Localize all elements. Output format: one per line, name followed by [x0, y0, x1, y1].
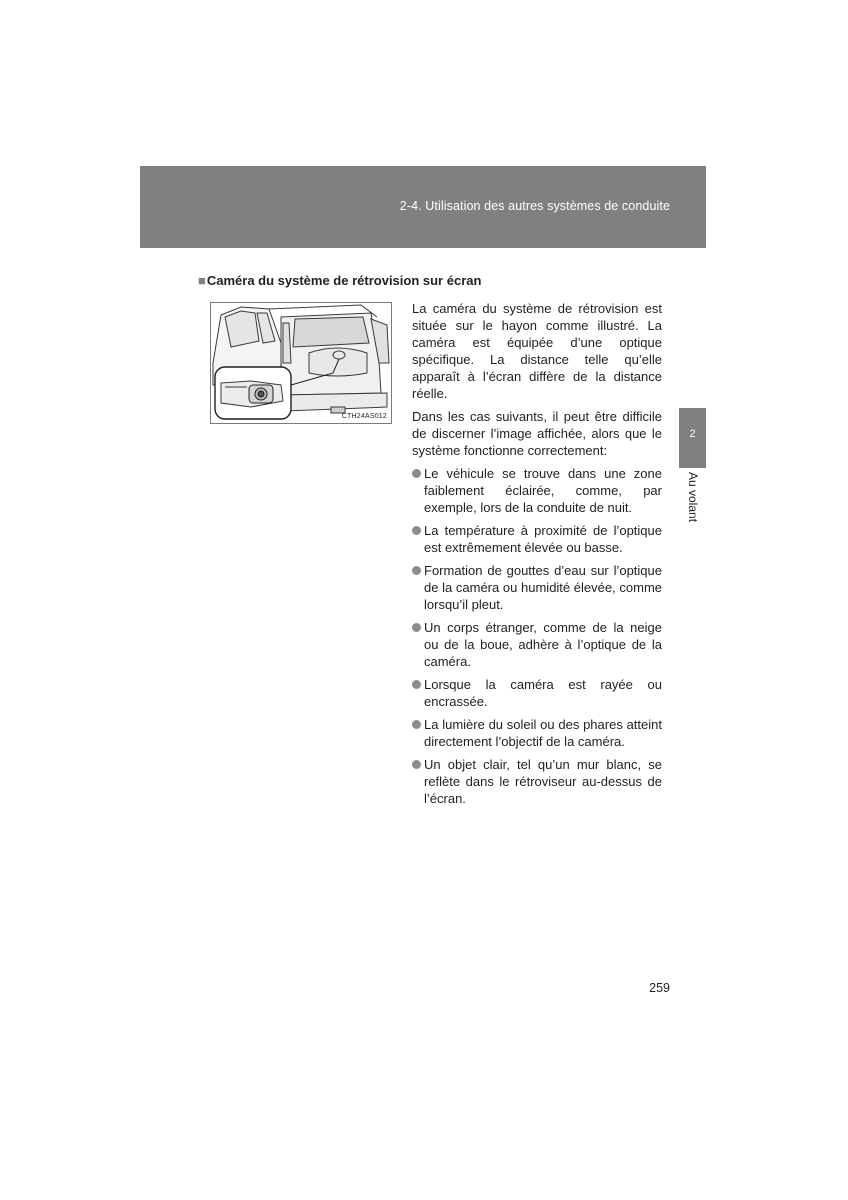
page-number: 259 [649, 981, 670, 995]
conditions-paragraph: Dans les cas suivants, il peut être difficile de discerner l’image affichée, alors que le système fonctionne correctement: [412, 409, 662, 458]
chapter-number: 2 [689, 428, 696, 440]
list-item: Lorsque la caméra est rayée ou encrassée. [412, 676, 662, 710]
chapter-side-label: Au volant [686, 472, 700, 523]
circle-bullet-icon [412, 680, 421, 689]
list-item: Le véhicule se trouve dans une zone faiblement éclairée, comme, par exemple, lors de la conduite de nuit. [412, 465, 662, 516]
square-bullet-icon: ■ [198, 273, 206, 288]
circle-bullet-icon [412, 469, 421, 478]
list-item: Un corps étranger, comme de la neige ou de la boue, adhère à l’optique de la caméra. [412, 619, 662, 670]
list-item: La température à proximité de l’optique est extrêmement élevée ou basse. [412, 522, 662, 556]
list-item: La lumière du soleil ou des phares atteint directement l’objectif de la caméra. [412, 716, 662, 750]
body-text-column [412, 300, 662, 813]
chapter-header-bar [140, 166, 706, 248]
figure-code: CTH24AS012 [341, 413, 387, 420]
circle-bullet-icon [412, 760, 421, 769]
circle-bullet-icon [412, 623, 421, 632]
section-heading-text: Caméra du système de rétrovision sur écran [206, 273, 482, 288]
list-item: Formation de gouttes d’eau sur l’optique de la caméra ou humidité élevée, comme lorsqu’il pleut. [412, 562, 662, 613]
conditions-list [412, 465, 662, 807]
vehicle-rear-drawing [211, 303, 392, 424]
chapter-title: 2-4. Utilisation des autres systèmes de conduite [399, 199, 670, 213]
section-heading [198, 273, 481, 288]
circle-bullet-icon [412, 566, 421, 575]
intro-paragraph: La caméra du système de rétrovision est située sur le hayon comme illustré. La caméra est équipée d’une optique spécifique. La distance telle qu’elle apparaît à l’écran diffère de la distance réelle. [412, 301, 662, 401]
chapter-tab [679, 408, 706, 468]
list-item: Un objet clair, tel qu’un mur blanc, se reflète dans le rétroviseur au-dessus de l’écran. [412, 756, 662, 807]
rear-camera-illustration [210, 302, 392, 424]
circle-bullet-icon [412, 526, 421, 535]
circle-bullet-icon [412, 720, 421, 729]
